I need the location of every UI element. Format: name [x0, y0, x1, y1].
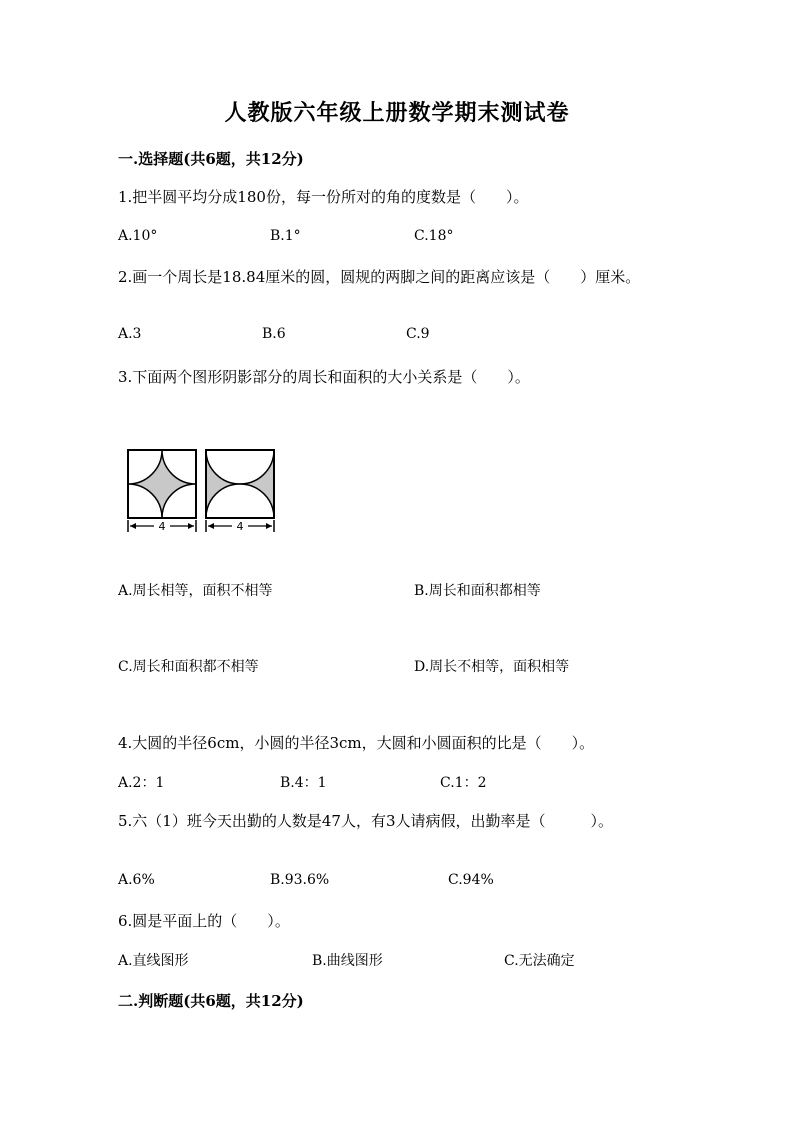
- q1-option-b: B.1°: [270, 228, 301, 244]
- q5-option-c: C.94%: [448, 872, 494, 888]
- q3-figure: [118, 440, 288, 540]
- figure-left-dimension: 4: [158, 520, 166, 533]
- q6-option-c: C.无法确定: [504, 953, 575, 969]
- q3-option-b: B.周长和面积都相等: [414, 583, 541, 599]
- question-1: 1.把半圆平均分成180份，每一份所对的角的度数是（ ）。: [118, 188, 529, 206]
- question-5: 5.六（1）班今天出勤的人数是47人，有3人请病假，出勤率是（ ）。: [118, 812, 613, 830]
- q2-option-c: C.9: [406, 326, 430, 342]
- section-heading-choice: 一.选择题(共6题，共12分): [118, 150, 304, 168]
- question-3: 3.下面两个图形阴影部分的周长和面积的大小关系是（ ）。: [118, 368, 530, 386]
- q5-option-a: A.6%: [118, 872, 155, 888]
- q4-option-a: A.2：1: [118, 775, 165, 791]
- section-heading-judgement: 二.判断题(共6题，共12分): [118, 992, 304, 1010]
- q1-option-a: A.10°: [118, 228, 158, 244]
- q5-option-b: B.93.6%: [270, 872, 330, 888]
- q2-option-a: A.3: [118, 326, 142, 342]
- q3-option-d: D.周长不相等，面积相等: [414, 659, 570, 675]
- question-2: 2.画一个周长是18.84厘米的圆，圆规的两脚之间的距离应该是（ ）厘米。: [118, 268, 641, 286]
- figure-right-dimension: 4: [236, 520, 244, 533]
- q4-option-b: B.4：1: [280, 775, 327, 791]
- question-4: 4.大圆的半径6cm，小圆的半径3cm，大圆和小圆面积的比是（ ）。: [118, 734, 595, 752]
- figure-left-square: [128, 450, 196, 533]
- q6-option-a: A.直线图形: [118, 953, 189, 969]
- q3-option-a: A.周长相等，面积不相等: [118, 583, 273, 599]
- q3-option-c: C.周长和面积都不相等: [118, 659, 259, 675]
- question-6: 6.圆是平面上的（ ）。: [118, 912, 290, 930]
- q4-option-c: C.1：2: [440, 775, 487, 791]
- figure-right-square: [206, 450, 274, 533]
- page-title: 人教版六年级上册数学期末测试卷: [224, 100, 570, 126]
- q6-option-b: B.曲线图形: [312, 953, 383, 969]
- q1-option-c: C.18°: [414, 228, 454, 244]
- q2-option-b: B.6: [262, 326, 286, 342]
